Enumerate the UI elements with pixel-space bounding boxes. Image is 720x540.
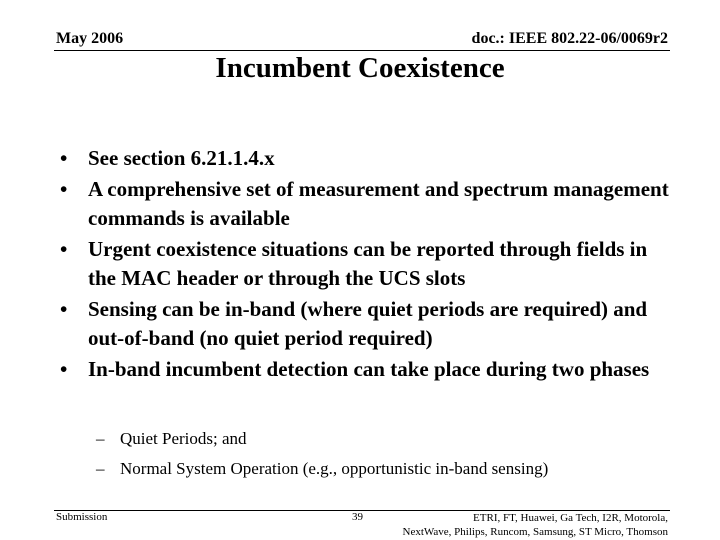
bullet-item xyxy=(60,235,680,293)
bullet-dot-icon: • xyxy=(60,146,68,170)
bullet-dot-icon: • xyxy=(60,237,68,261)
dash-icon: – xyxy=(96,459,105,478)
bullet-text: A comprehensive set of measurement and spectrum management commands is available xyxy=(88,177,669,230)
bullet-text: See section 6.21.1.4.x xyxy=(88,146,275,170)
bullet-text: Sensing can be in-band (where quiet periods are required) and out-of-band (no quiet period required) xyxy=(88,297,648,350)
sub-bullet-item xyxy=(96,458,676,480)
footer-authors xyxy=(338,511,668,539)
bullet-item xyxy=(60,144,680,173)
footer-authors-line-1: ETRI, FT, Huawei, Ga Tech, I2R, Motorola, xyxy=(473,512,668,524)
bullet-item xyxy=(60,175,680,233)
bullet-text: In-band incumbent detection can take place during two phases xyxy=(88,357,650,381)
dash-icon: – xyxy=(96,429,105,448)
bullet-dot-icon: • xyxy=(60,357,68,381)
footer-submission: Submission xyxy=(56,511,108,523)
sub-bullet-text: Quiet Periods; and xyxy=(120,429,247,448)
footer-authors-line-2: NextWave, Philips, Runcom, Samsung, ST Micro, Thomson xyxy=(402,526,668,538)
sub-bullet-list xyxy=(96,428,676,488)
bullet-dot-icon: • xyxy=(60,177,68,201)
slide-title: Incumbent Coexistence xyxy=(215,52,505,84)
bullet-text: Urgent coexistence situations can be reported through fields in the MAC header or through the UCS slots xyxy=(88,237,648,290)
sub-bullet-text: Normal System Operation (e.g., opportunistic in-band sensing) xyxy=(120,459,549,478)
sub-bullet-item xyxy=(96,428,676,450)
bullet-dot-icon: • xyxy=(60,297,68,321)
bullet-item xyxy=(60,355,680,384)
header-doc-id: doc.: IEEE 802.22-06/0069r2 xyxy=(471,30,668,47)
header-date: May 2006 xyxy=(56,30,124,47)
bullet-item xyxy=(60,295,680,353)
footer-page-number: 39 xyxy=(352,511,363,523)
bullet-list xyxy=(60,144,680,386)
header-divider xyxy=(54,50,670,51)
